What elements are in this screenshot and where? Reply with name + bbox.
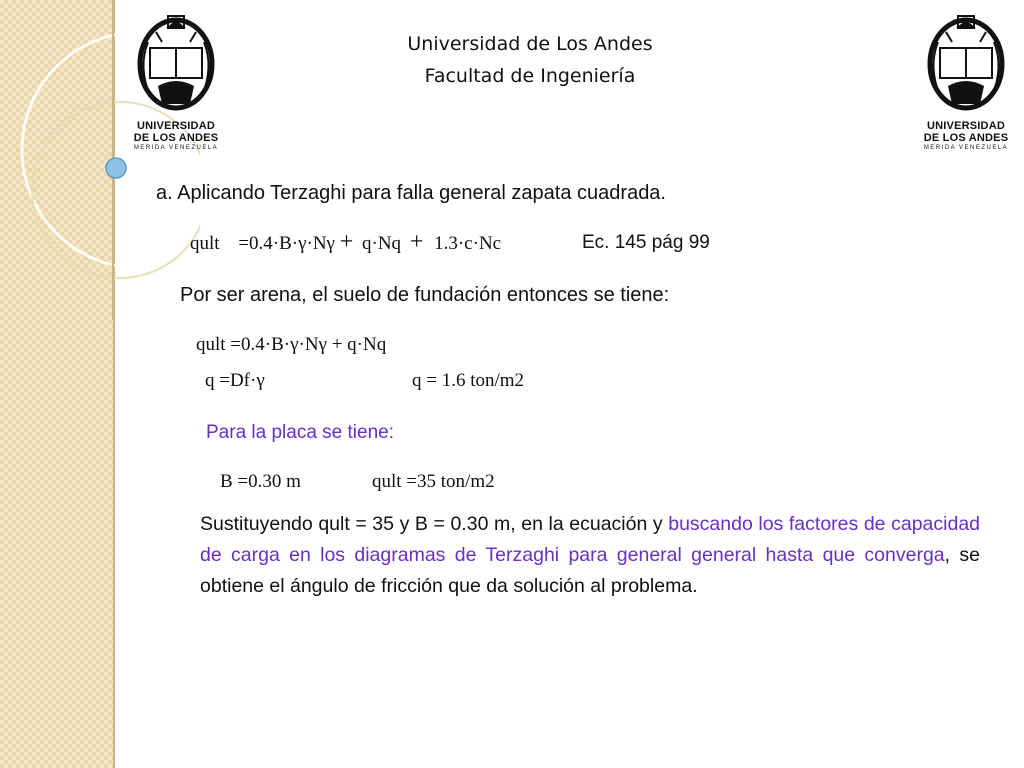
paragraph-part3: , se obtiene el ángulo de fricción que da solución al problema. [200, 544, 980, 597]
logo-name-line1: UNIVERSIDAD [137, 120, 215, 132]
formula-b-value: B =0.30 m [220, 471, 301, 492]
formula-qult-value: qult =35 ton/m2 [372, 471, 495, 492]
formula-q-definition: q =Df·γ [205, 370, 265, 391]
formula-sand: qult =0.4·B·γ·Nγ + q·Nq [196, 334, 387, 355]
logo-name-line2: DE LOS ANDES [923, 132, 1009, 144]
logo-subtitle: MERIDA VENEZUELA [133, 145, 219, 151]
formula-q-value: q = 1.6 ton/m2 [412, 370, 525, 391]
university-seal-icon [918, 12, 1014, 120]
logo-name-line1: UNIVERSIDAD [927, 120, 1005, 132]
logo-name-line2: DE LOS ANDES [133, 132, 219, 144]
plate-text: Para la placa se tiene: [206, 422, 395, 443]
sand-soil-text: Por ser arena, el suelo de fundación entonces se tiene: [180, 284, 670, 306]
formula-lhs: qult [190, 233, 220, 254]
equation-reference: Ec. 145 pág 99 [582, 232, 710, 253]
formula-term3: 1.3·c·Nc [434, 233, 502, 254]
university-logo-left [128, 12, 224, 154]
formula-term2: q·Nq [362, 233, 402, 254]
paragraph-highlight: buscando los factores de capacidad de carga en los diagramas de Terzaghi para general general hasta que converga [200, 513, 981, 566]
university-seal-icon [128, 12, 224, 120]
logo-subtitle: MERIDA VENEZUELA [923, 145, 1009, 151]
university-logo-right [918, 12, 1014, 154]
plus-sign: + [409, 229, 424, 255]
paragraph-part1: Sustituyendo qult = 35 y B = 0.30 m, en la ecuación y [200, 513, 669, 535]
header-faculty: Facultad de Ingeniería [424, 65, 636, 87]
header-university: Universidad de Los Andes [407, 33, 653, 55]
formula-term1: =0.4·B·γ·Nγ [238, 233, 335, 254]
section-heading: a. Aplicando Terzaghi para falla general zapata cuadrada. [156, 182, 666, 204]
blue-dot-icon [106, 158, 126, 178]
solution-paragraph [200, 509, 980, 602]
formula-terzaghi-square [190, 229, 501, 256]
plus-sign: + [339, 229, 354, 255]
